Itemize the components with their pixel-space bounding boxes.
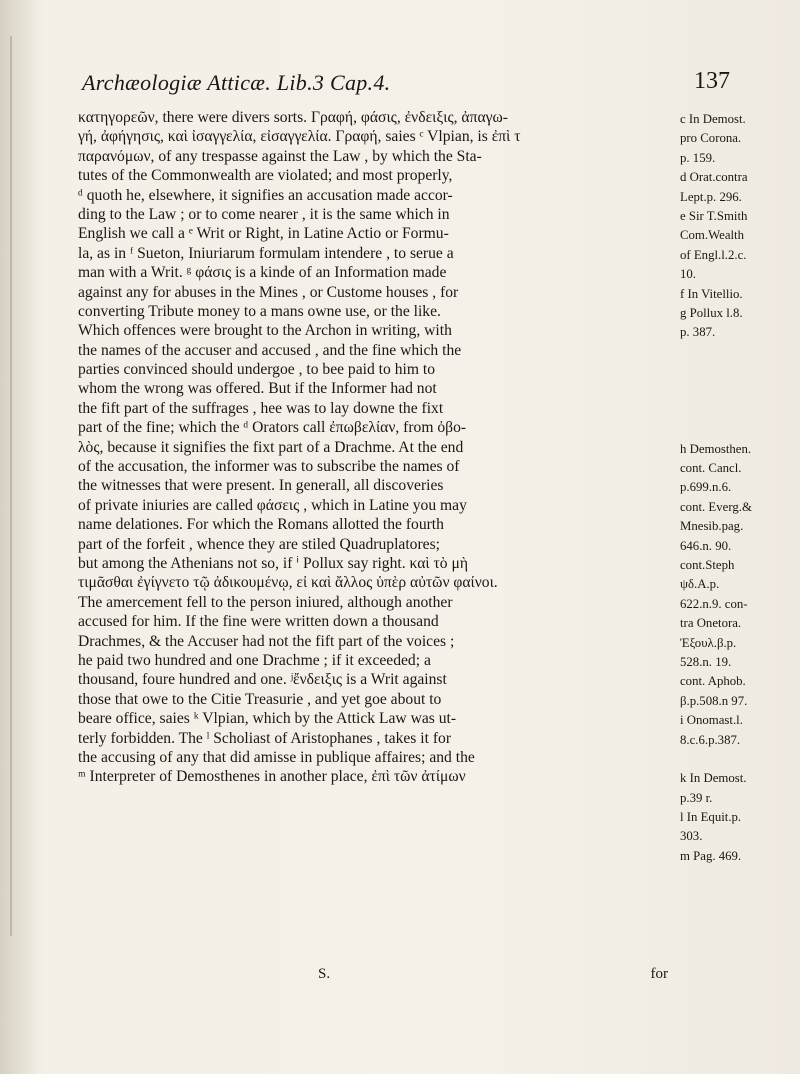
body-line: parties convinced should undergoe , to bee paid to him to xyxy=(78,361,435,379)
margin-note: f In Vitellio. xyxy=(680,286,743,301)
body-line: the fift part of the suffrages , hee was to lay downe the fixt xyxy=(78,399,444,417)
margin-note: 646.n. 90. xyxy=(680,538,732,553)
running-head: Archæologiæ Atticæ. Lib.3 Cap.4. xyxy=(82,70,391,95)
body-line: he paid two hundred and one Drachme ; if it exceeded; a xyxy=(78,651,431,669)
body-line: παρανόμων, of any trespasse against the Law , by which the Sta- xyxy=(78,147,482,165)
body-line: κατηγορεῶν, there were divers sorts. Γραφή, φάσις, ἐνδειξις, ἀπαγω- xyxy=(78,109,508,126)
body-line: of private iniuries are called φάσεις , which in Latine you may xyxy=(78,496,467,514)
margin-note xyxy=(680,381,796,400)
body-line: but among the Athenians not so, if ⁱ Pollux say right. καὶ τὸ μὴ xyxy=(78,554,468,572)
page-edge-line xyxy=(10,36,12,936)
body-line: the names of the accuser and accused , and the fine which the xyxy=(78,341,462,359)
margin-note: cont. Aphob. xyxy=(680,674,746,689)
margin-note: e Sir T.Smith xyxy=(680,208,748,223)
margin-note: h Demosthen. xyxy=(680,441,752,456)
body-line: tutes of the Commonwealth are violated; and most properly, xyxy=(78,167,453,185)
margin-note: p.39 r. xyxy=(680,790,713,805)
margin-note: Com.Wealth xyxy=(680,228,745,243)
body-line: beare office, saies ᵏ Vlpian, which by the Attick Law was ut- xyxy=(78,710,457,728)
margin-note: c In Demost. xyxy=(680,112,746,126)
margin-note: p.699.n.6. xyxy=(680,480,732,495)
margin-note xyxy=(680,343,796,362)
body-line: part of the fine; which the ᵈ Orators call ἐπωβελίαν, from ὀβο- xyxy=(78,419,467,437)
margin-note: p. 387. xyxy=(680,325,716,340)
margin-note: d Orat.contra xyxy=(680,170,748,185)
body-line: whom the wrong was offered. But if the Informer had not xyxy=(78,380,437,398)
body-line: ding to the Law ; or to come nearer , it is the same which in xyxy=(78,205,450,223)
body-line: English we call a ᵉ Writ or Right, in Latine Actio or Formu- xyxy=(78,225,449,243)
margin-note: β.p.508.n 97. xyxy=(680,693,748,708)
margin-note: Lept.p. 296. xyxy=(680,189,742,204)
body-line: terly forbidden. The ˡ Scholiast of Aristophanes , takes it for xyxy=(78,729,452,747)
margin-note: cont. Everg.& xyxy=(680,499,752,514)
margin-note: 528.n. 19. xyxy=(680,654,732,669)
body-line: Which offences were brought to the Archon in writing, with xyxy=(78,322,452,340)
margin-note: 10. xyxy=(680,267,696,282)
margin-note: m Pag. 469. xyxy=(680,848,742,863)
body-line: ᵈ quoth he, elsewhere, it signifies an accusation made accor- xyxy=(78,186,453,204)
page-number: 137 xyxy=(694,68,730,94)
margin-note: g Pollux l.8. xyxy=(680,305,743,320)
body-line: γή, ἀφήγησις, καὶ ἰσαγγελία, εἰσαγγελία. Γραφή, saies ᶜ Vlpian, is ἐπὶ τ xyxy=(78,128,521,146)
body-line: λὸς, because it signifies the fixt part of a Drachme. At the end xyxy=(78,438,464,456)
body-line: Drachmes, & the Accuser had not the fift part of the voices ; xyxy=(78,632,455,650)
margin-note: cont.Steph xyxy=(680,557,735,572)
spine-shadow xyxy=(0,0,40,1074)
margin-note: of Engl.l.2.c. xyxy=(680,247,747,262)
margin-note: p. 159. xyxy=(680,150,716,165)
page-header xyxy=(82,68,730,108)
margin-note: 622.n.9. con- xyxy=(680,596,748,611)
margin-note xyxy=(680,362,796,381)
margin-note: Ἐξουλ.β.p. xyxy=(680,635,737,650)
margin-note: i Onomast.l. xyxy=(680,713,743,728)
body-line: la, as in ᶠ Sueton, Iniuriarum formulam intendere , to serue a xyxy=(78,244,454,262)
body-line: ᵐ Interpreter of Demosthenes in another place, ἐπὶ τῶν ἀτίμων xyxy=(78,768,466,786)
margin-note: ψδ.Α.p. xyxy=(680,577,720,592)
body-line: converting Tribute money to a mans owne use, or the like. xyxy=(78,302,441,320)
body-line: name delationes. For which the Romans allotted the fourth xyxy=(78,516,444,534)
margin-notes xyxy=(680,110,796,866)
catchword: for xyxy=(650,966,668,982)
body-line: part of the forfeit , whence they are stiled Quadruplatores; xyxy=(78,535,440,553)
margin-note: Mnesib.pag. xyxy=(680,519,744,534)
signature-mark: S. xyxy=(318,966,331,982)
margin-note xyxy=(680,401,796,420)
body-line: τιμᾶσθαι ἐγίγνετο τῷ ἀδικουμένῳ, εἰ καὶ ἄλλος ὑπὲρ αὐτῶν φαίνοι. xyxy=(78,574,498,592)
body-line: thousand, foure hundred and one. ʲἔνδειξις is a Writ against xyxy=(78,671,447,689)
margin-note: 8.c.6.p.387. xyxy=(680,732,741,747)
margin-note xyxy=(680,420,796,439)
footer-row xyxy=(78,966,678,988)
margin-note: tra Onetora. xyxy=(680,616,742,631)
body-line: those that owe to the Citie Treasurie , and yet goe about to xyxy=(78,690,442,708)
margin-note: l In Equit.p. xyxy=(680,810,742,825)
body-text xyxy=(78,108,678,787)
body-line: The amercement fell to the person iniured, although another xyxy=(78,593,453,611)
margin-note: 303. xyxy=(680,829,703,844)
body-line: against any for abuses in the Mines , or Custome houses , for xyxy=(78,283,459,301)
margin-note xyxy=(680,750,796,769)
body-line: the accusing of any that did amisse in publique affaires; and the xyxy=(78,748,475,766)
margin-note: cont. Cancl. xyxy=(680,461,742,476)
margin-note: k In Demost. xyxy=(680,771,747,786)
body-line: man with a Writ. ᵍ φάσις is a kinde of an Information made xyxy=(78,264,447,282)
margin-note: pro Corona. xyxy=(680,131,742,146)
body-line: of the accusation, the informer was to subscribe the names of xyxy=(78,458,460,476)
body-line: the witnesses that were present. In generall, all discoveries xyxy=(78,477,444,495)
body-line: accused for him. If the fine were written down a thousand xyxy=(78,613,439,631)
